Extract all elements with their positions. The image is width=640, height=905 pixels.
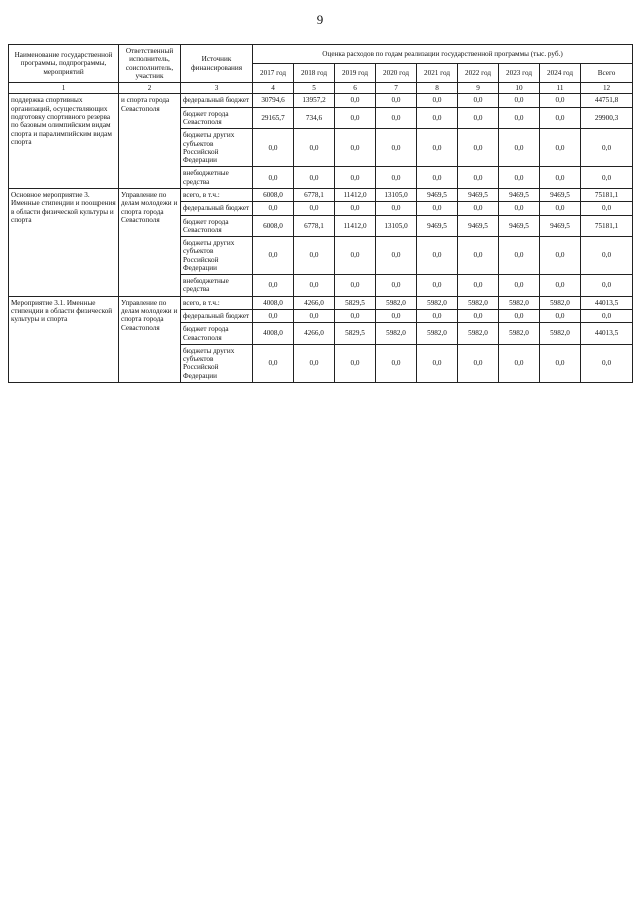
- total-value-cell: 0,0: [581, 310, 633, 323]
- table-body: [9, 94, 633, 383]
- header-year: 2023 год: [499, 64, 540, 83]
- page-number: 9: [316, 12, 324, 27]
- header-column-number: 6: [335, 83, 376, 94]
- header-year: 2017 год: [253, 64, 294, 83]
- year-value-cell: 0,0: [458, 94, 499, 107]
- year-value-cell: 5982,0: [540, 296, 581, 309]
- header-column-number: 1: [9, 83, 119, 94]
- year-value-cell: 0,0: [294, 310, 335, 323]
- year-value-cell: 5982,0: [376, 296, 417, 309]
- year-value-cell: 0,0: [540, 94, 581, 107]
- year-value-cell: 0,0: [458, 275, 499, 297]
- year-value-cell: 0,0: [458, 237, 499, 275]
- year-value-cell: 0,0: [253, 275, 294, 297]
- year-value-cell: 0,0: [376, 202, 417, 215]
- year-value-cell: 5829,5: [335, 323, 376, 345]
- header-year: 2019 год: [335, 64, 376, 83]
- year-value-cell: 9469,5: [499, 188, 540, 201]
- year-value-cell: 13957,2: [294, 94, 335, 107]
- header-numbers-row: [9, 83, 633, 94]
- year-value-cell: 0,0: [540, 107, 581, 129]
- year-value-cell: 0,0: [335, 275, 376, 297]
- year-value-cell: 0,0: [253, 202, 294, 215]
- year-value-cell: 5982,0: [417, 323, 458, 345]
- funding-source-cell: федеральный бюджет: [181, 94, 253, 107]
- year-value-cell: 9469,5: [417, 215, 458, 237]
- year-value-cell: 0,0: [294, 129, 335, 167]
- year-value-cell: 0,0: [376, 129, 417, 167]
- header-year: 2020 год: [376, 64, 417, 83]
- year-value-cell: 0,0: [253, 310, 294, 323]
- year-value-cell: 0,0: [458, 129, 499, 167]
- year-value-cell: 0,0: [417, 202, 458, 215]
- total-value-cell: 0,0: [581, 167, 633, 189]
- year-value-cell: 13105,0: [376, 188, 417, 201]
- year-value-cell: 9469,5: [540, 188, 581, 201]
- total-value-cell: 75181,1: [581, 188, 633, 201]
- year-value-cell: 9469,5: [458, 215, 499, 237]
- total-value-cell: 29900,3: [581, 107, 633, 129]
- year-value-cell: 0,0: [499, 237, 540, 275]
- header-column-number: 5: [294, 83, 335, 94]
- year-value-cell: 0,0: [335, 107, 376, 129]
- year-value-cell: 0,0: [540, 167, 581, 189]
- year-value-cell: 5982,0: [540, 323, 581, 345]
- year-value-cell: 0,0: [540, 129, 581, 167]
- total-value-cell: 44751,8: [581, 94, 633, 107]
- header-year: 2021 год: [417, 64, 458, 83]
- year-value-cell: 0,0: [376, 344, 417, 382]
- budget-table: [8, 44, 633, 383]
- year-value-cell: 0,0: [376, 275, 417, 297]
- total-value-cell: 0,0: [581, 275, 633, 297]
- total-value-cell: 0,0: [581, 202, 633, 215]
- year-value-cell: 0,0: [458, 310, 499, 323]
- year-value-cell: 0,0: [253, 167, 294, 189]
- total-value-cell: 75181,1: [581, 215, 633, 237]
- program-name-cell: поддержка спортивных организаций, осуществляющих подготовку спортивного резерва по базовым олимпийским видам спорта и паралимпийским видам спорта: [9, 94, 119, 189]
- total-value-cell: 44013,5: [581, 296, 633, 309]
- funding-source-cell: всего, в т.ч.:: [181, 188, 253, 201]
- year-value-cell: 0,0: [499, 107, 540, 129]
- table-row: [9, 296, 633, 309]
- year-value-cell: 0,0: [499, 344, 540, 382]
- year-value-cell: 5982,0: [458, 323, 499, 345]
- year-value-cell: 0,0: [458, 167, 499, 189]
- year-value-cell: 0,0: [417, 310, 458, 323]
- budget-table-container: [8, 44, 632, 383]
- year-value-cell: 0,0: [540, 344, 581, 382]
- year-value-cell: 13105,0: [376, 215, 417, 237]
- funding-source-cell: бюджеты других субъектов Российской Федерации: [181, 344, 253, 382]
- year-value-cell: 0,0: [294, 202, 335, 215]
- year-value-cell: 6778,1: [294, 215, 335, 237]
- header-column-number: 8: [417, 83, 458, 94]
- table-row: [9, 188, 633, 201]
- year-value-cell: 0,0: [335, 344, 376, 382]
- funding-source-cell: федеральный бюджет: [181, 202, 253, 215]
- header-year: 2018 год: [294, 64, 335, 83]
- funding-source-cell: бюджеты других субъектов Российской Федерации: [181, 129, 253, 167]
- header-responsible: Ответственный исполнитель, соисполнитель, участник: [119, 45, 181, 83]
- funding-source-cell: федеральный бюджет: [181, 310, 253, 323]
- year-value-cell: 0,0: [376, 94, 417, 107]
- year-value-cell: 11412,0: [335, 215, 376, 237]
- year-value-cell: 0,0: [335, 202, 376, 215]
- year-value-cell: 0,0: [294, 167, 335, 189]
- year-value-cell: 0,0: [458, 202, 499, 215]
- year-value-cell: 6778,1: [294, 188, 335, 201]
- funding-source-cell: бюджеты других субъектов Российской Федерации: [181, 237, 253, 275]
- header-column-number: 10: [499, 83, 540, 94]
- year-value-cell: 0,0: [376, 167, 417, 189]
- header-column-number: 9: [458, 83, 499, 94]
- header-column-number: 12: [581, 83, 633, 94]
- year-value-cell: 0,0: [253, 344, 294, 382]
- header-column-number: 11: [540, 83, 581, 94]
- year-value-cell: 0,0: [294, 237, 335, 275]
- year-value-cell: 0,0: [376, 237, 417, 275]
- year-value-cell: 0,0: [540, 202, 581, 215]
- year-value-cell: 0,0: [253, 129, 294, 167]
- year-value-cell: 6008,0: [253, 215, 294, 237]
- year-value-cell: 0,0: [335, 310, 376, 323]
- year-value-cell: 30794,6: [253, 94, 294, 107]
- year-value-cell: 0,0: [458, 344, 499, 382]
- year-value-cell: 5982,0: [458, 296, 499, 309]
- year-value-cell: 0,0: [499, 310, 540, 323]
- year-value-cell: 0,0: [417, 275, 458, 297]
- year-value-cell: 0,0: [335, 237, 376, 275]
- year-value-cell: 4266,0: [294, 323, 335, 345]
- header-year: Всего: [581, 64, 633, 83]
- responsible-cell: и спорта города Севастополя: [119, 94, 181, 189]
- year-value-cell: 11412,0: [335, 188, 376, 201]
- year-value-cell: 0,0: [417, 107, 458, 129]
- year-value-cell: 0,0: [458, 107, 499, 129]
- year-value-cell: 6008,0: [253, 188, 294, 201]
- year-value-cell: 0,0: [335, 94, 376, 107]
- year-value-cell: 0,0: [499, 202, 540, 215]
- year-value-cell: 5982,0: [499, 296, 540, 309]
- total-value-cell: 0,0: [581, 344, 633, 382]
- year-value-cell: 9469,5: [458, 188, 499, 201]
- responsible-cell: Управление по делам молодежи и спорта города Севастополя: [119, 296, 181, 382]
- program-name-cell: Основное мероприятие 3. Именные стипендии и поощрения в области физической культуры и спорта: [9, 188, 119, 296]
- year-value-cell: 0,0: [540, 310, 581, 323]
- year-value-cell: 4008,0: [253, 323, 294, 345]
- year-value-cell: 4008,0: [253, 296, 294, 309]
- table-row: [9, 94, 633, 107]
- funding-source-cell: бюджет города Севастополя: [181, 107, 253, 129]
- year-value-cell: 5982,0: [499, 323, 540, 345]
- funding-source-cell: бюджет города Севастополя: [181, 215, 253, 237]
- total-value-cell: 44013,5: [581, 323, 633, 345]
- year-value-cell: 0,0: [499, 275, 540, 297]
- header-column-number: 4: [253, 83, 294, 94]
- year-value-cell: 0,0: [417, 344, 458, 382]
- year-value-cell: 5829,5: [335, 296, 376, 309]
- year-value-cell: 9469,5: [417, 188, 458, 201]
- header-column-number: 3: [181, 83, 253, 94]
- year-value-cell: 9469,5: [499, 215, 540, 237]
- year-value-cell: 0,0: [540, 237, 581, 275]
- total-value-cell: 0,0: [581, 129, 633, 167]
- header-column-number: 7: [376, 83, 417, 94]
- year-value-cell: 0,0: [417, 94, 458, 107]
- responsible-cell: Управление по делам молодежи и спорта города Севастополя: [119, 188, 181, 296]
- table-header: [9, 45, 633, 94]
- year-value-cell: 0,0: [294, 344, 335, 382]
- year-value-cell: 0,0: [376, 107, 417, 129]
- header-year: 2022 год: [458, 64, 499, 83]
- header-source: Источник финансирования: [181, 45, 253, 83]
- year-value-cell: 0,0: [499, 167, 540, 189]
- year-value-cell: 0,0: [417, 167, 458, 189]
- year-value-cell: 0,0: [335, 129, 376, 167]
- year-value-cell: 9469,5: [540, 215, 581, 237]
- header-column-number: 2: [119, 83, 181, 94]
- funding-source-cell: внебюджетные средства: [181, 167, 253, 189]
- year-value-cell: 0,0: [417, 129, 458, 167]
- header-year: 2024 год: [540, 64, 581, 83]
- funding-source-cell: бюджет города Севастополя: [181, 323, 253, 345]
- year-value-cell: 5982,0: [376, 323, 417, 345]
- year-value-cell: 29165,7: [253, 107, 294, 129]
- year-value-cell: 0,0: [499, 94, 540, 107]
- year-value-cell: 734,6: [294, 107, 335, 129]
- year-value-cell: 5982,0: [417, 296, 458, 309]
- year-value-cell: 0,0: [376, 310, 417, 323]
- funding-source-cell: всего, в т.ч.:: [181, 296, 253, 309]
- year-value-cell: 0,0: [253, 237, 294, 275]
- header-name: Наименование государственной программы, подпрограммы, мероприятий: [9, 45, 119, 83]
- year-value-cell: 0,0: [499, 129, 540, 167]
- total-value-cell: 0,0: [581, 237, 633, 275]
- year-value-cell: 0,0: [417, 237, 458, 275]
- funding-source-cell: внебюджетные средства: [181, 275, 253, 297]
- program-name-cell: Мероприятие 3.1. Именные стипендии в области физической культуры и спорта: [9, 296, 119, 382]
- header-estimate: Оценка расходов по годам реализации государственной программы (тыс. руб.): [253, 45, 633, 64]
- year-value-cell: 0,0: [294, 275, 335, 297]
- year-value-cell: 0,0: [335, 167, 376, 189]
- year-value-cell: 4266,0: [294, 296, 335, 309]
- year-value-cell: 0,0: [540, 275, 581, 297]
